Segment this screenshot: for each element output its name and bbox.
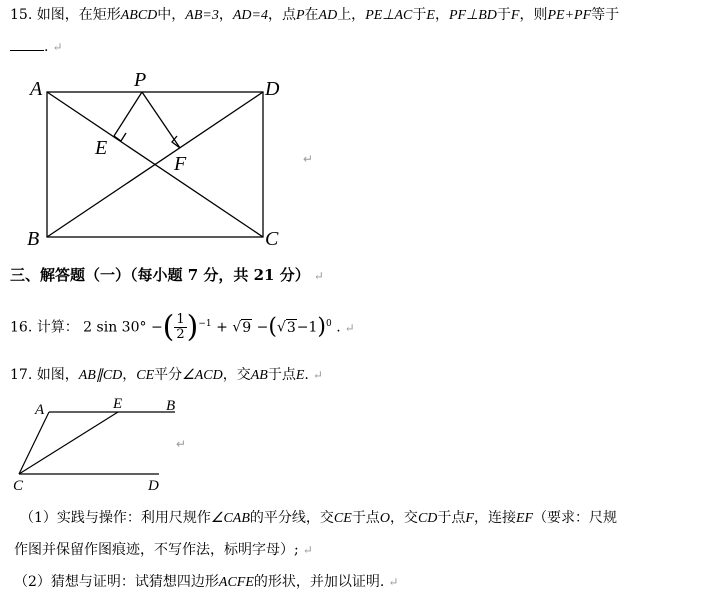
q15-pe: PE⊥AC: [365, 8, 413, 23]
q17-part1-line2: [14, 541, 313, 559]
q15-text-e: 上，: [337, 7, 366, 23]
q16-label: 计算：: [36, 319, 79, 336]
return-mark: ↵: [302, 543, 313, 557]
return-mark: ↵: [312, 368, 323, 382]
fig17-label-c: C: [13, 478, 24, 494]
fig15-return-mark: ↵: [303, 152, 314, 166]
fraction: [174, 313, 186, 342]
right-paren-2: ): [317, 314, 327, 340]
fig15-label-c: C: [265, 228, 279, 250]
part1-line2: 作图并保留作图痕迹，不写作法，标明字母）;: [14, 542, 299, 558]
q17-text-a: 如图，: [36, 367, 79, 383]
fig17-label-e: E: [113, 396, 123, 412]
exp1: −1: [198, 319, 212, 329]
exp2: 0: [326, 319, 332, 329]
q15-comma2: ，: [434, 7, 449, 23]
fig15-label-f: F: [174, 153, 187, 175]
q15-text-b: 中，: [157, 7, 186, 23]
part1-o: O: [379, 511, 390, 526]
q17-ce: CE: [136, 368, 155, 383]
q15-given2: AD=4: [232, 8, 268, 23]
fig15-label-p: P: [134, 69, 147, 91]
part2-text-b: 的形状，并加以证明.: [253, 574, 385, 590]
q17-figure: [0, 390, 250, 500]
q15-period: .: [44, 39, 49, 55]
part1-text4: ，交: [389, 510, 418, 526]
q16-plus: +: [216, 319, 228, 336]
fig17-label-b: B: [166, 398, 176, 414]
q17-text-c: 平分: [154, 367, 183, 383]
q15-text-h: ，则: [519, 7, 548, 23]
q16-minus-one: −1: [296, 319, 318, 336]
sqrt3: 3: [286, 319, 296, 336]
sqrt9: 9: [242, 319, 252, 336]
q15-e: E: [426, 8, 435, 23]
fig17-return-mark: ↵: [176, 437, 187, 451]
q16-number: 16.: [10, 319, 33, 336]
part1-cd: CD: [417, 511, 438, 526]
sqrt-symbol-2: √: [276, 319, 286, 336]
q17-number: 17.: [10, 367, 33, 383]
part2-text-a: （2）猜想与证明：试猜想四边形: [14, 574, 219, 590]
fig15-label-b: B: [27, 228, 40, 250]
q16-term1: 2 sin 30°: [83, 319, 147, 336]
q16-minus1: −: [150, 319, 163, 336]
frac-den: 2: [176, 327, 185, 343]
q17-text-e: 于点: [267, 367, 296, 383]
segment-pe: [114, 92, 142, 136]
q15-text-c: ，点: [267, 7, 296, 23]
q15-given1: AB=3: [185, 8, 219, 23]
part1-ef: EF: [515, 511, 534, 526]
fig17-label-a: A: [35, 402, 45, 418]
q17-e: E: [295, 368, 305, 383]
q15-pf: PF⊥BD: [448, 8, 497, 23]
q15-text-a: 如图，在矩形: [36, 7, 121, 23]
section-3-heading: [10, 266, 324, 285]
q16-minus2: −: [256, 319, 269, 336]
q15-p: P: [295, 8, 305, 23]
q15-comma1: ，: [218, 7, 233, 23]
q17-part1-line1: [20, 509, 617, 528]
q15-text-i: 等于: [591, 7, 620, 23]
part1-angle: ∠CAB: [210, 511, 250, 526]
fig15-label-a: A: [30, 78, 43, 100]
fig17-label-d: D: [148, 478, 159, 494]
q17-angle: ∠ACD: [182, 368, 223, 383]
q15-sum: PE+PF: [547, 8, 592, 23]
left-paren-2: (: [268, 314, 277, 340]
q15-text-f: 于: [412, 7, 427, 23]
q15-ad: AD: [318, 8, 338, 23]
part1-text6: ，连接: [473, 510, 516, 526]
q17-period: .: [304, 367, 309, 383]
q17-parallel: AB∥CD: [78, 368, 123, 383]
q16-line: [10, 306, 355, 345]
q15-text-d: 在: [304, 7, 319, 23]
q17-ab: AB: [250, 368, 268, 383]
part1-text7: （要求：尺规: [533, 510, 618, 526]
q17-part2-line: [14, 573, 398, 592]
q17-text-b: ，: [122, 367, 137, 383]
right-paren: ): [186, 309, 199, 345]
frac-num: 1: [176, 312, 185, 328]
return-mark: ↵: [52, 40, 63, 54]
q15-rect: ABCD: [120, 8, 158, 23]
part2-shape: ACFE: [218, 575, 254, 590]
sqrt-symbol: √: [232, 319, 242, 336]
part1-text3: 于点: [351, 510, 380, 526]
q17-text-d: ，交: [222, 367, 251, 383]
part1-f: F: [465, 511, 474, 526]
part1-text1: （1）实践与操作：利用尺规作: [20, 510, 211, 526]
q17-line1: [10, 366, 323, 385]
fig15-label-e: E: [95, 137, 108, 159]
q16-period: .: [336, 319, 341, 336]
return-mark: ↵: [313, 269, 324, 283]
q15-f: F: [510, 8, 520, 23]
part1-text5: 于点: [437, 510, 466, 526]
part1-text2: 的平分线，交: [249, 510, 334, 526]
q15-number: 15.: [10, 7, 33, 23]
return-mark: ↵: [388, 575, 399, 589]
section-3-title: 三、解答题（一）（每小题 7 分，共 21 分）: [10, 266, 310, 284]
q15-text-g: 于: [496, 7, 511, 23]
left-paren: (: [162, 309, 175, 345]
return-mark: ↵: [344, 320, 355, 335]
part1-ce: CE: [333, 511, 352, 526]
fig15-label-d: D: [265, 78, 280, 100]
